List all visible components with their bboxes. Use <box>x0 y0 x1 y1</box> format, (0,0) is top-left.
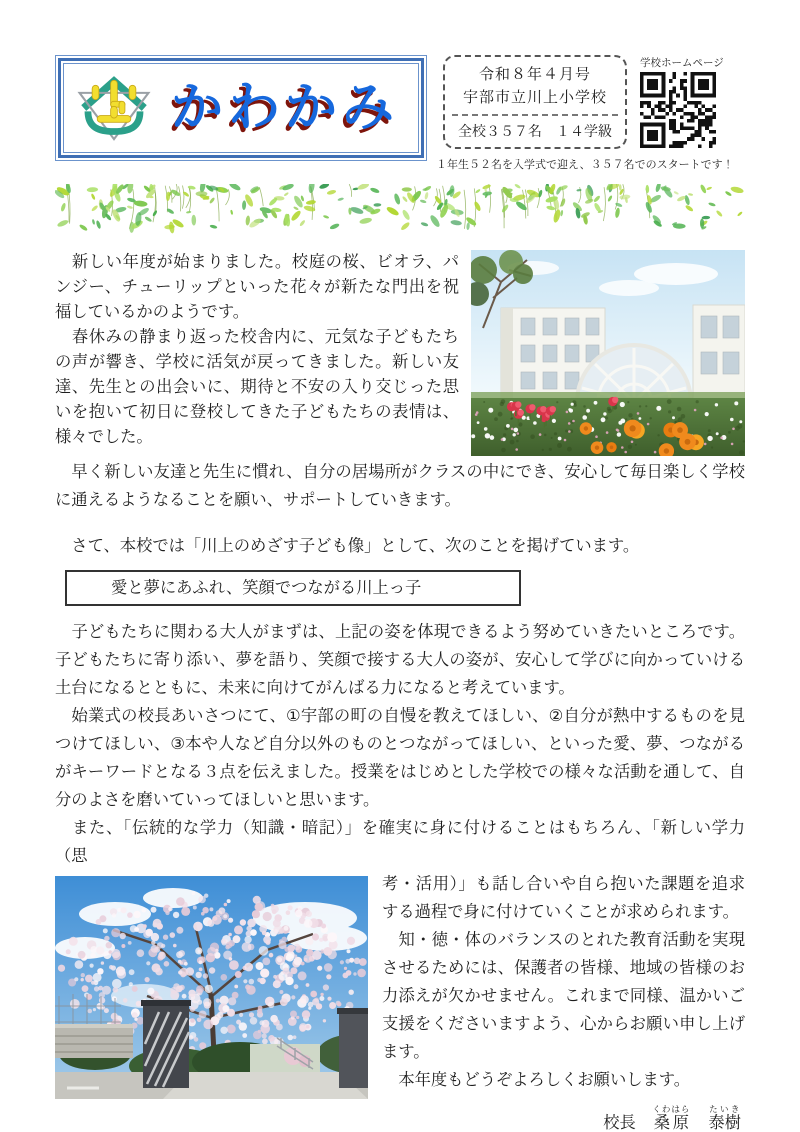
header <box>55 55 745 172</box>
page-content <box>55 55 745 1132</box>
cherry-blossom-photo <box>55 876 368 1099</box>
qr-code <box>640 72 716 148</box>
principal-given-name: 泰樹たいき <box>708 1104 741 1132</box>
header-right <box>436 55 745 172</box>
school-motto: 愛と夢にあふれ、笑顔でつながる川上っ子 <box>111 579 422 597</box>
paragraph-balance: 知・徳・体のバランスのとれた教育活動を実現させるためには、保護者の皆様、地域の皆様のお力添えが欠かせません。これまで同様、温かいご支援をくださいますよう、心からお願い申し上げます。 <box>382 931 745 1061</box>
signature <box>55 1104 745 1132</box>
principal-role: 校長 <box>603 1114 636 1132</box>
issue-label: 令和８年４月号 <box>478 66 591 83</box>
paragraph-academics-line1: また、「伝統的な学力（知識・暗記）」を確実に身に付けることはもちろん、「新しい学力（思 <box>55 819 745 865</box>
start-note: １年生５２名を入学式で迎え、３５７名でのスタートです！ <box>436 159 734 171</box>
newsletter-title: かわかみ <box>170 79 399 137</box>
masthead-frame <box>55 55 427 161</box>
paragraph-ceremony: 始業式の校長あいさつにて、①宇部の町の自慢を教えてほしい、②自分が熱中するものを見つけてほしい、③本や人など自分以外のものとつながってほしい、といった愛、夢、つながるがキーワードとなる３点を伝えました。授業をはじめとした学校での様々な活動を通して、自分のよさを磨いていってほしいと思います。 <box>55 707 745 809</box>
school-building-photo <box>471 250 745 456</box>
qr-block <box>640 55 724 148</box>
paragraph-intro: 新しい年度が始まりました。校庭の桜、ビオラ、パンジー、チューリップといった花々が新たな門出を祝福しているかのようです。 <box>55 253 459 321</box>
article <box>55 250 745 1132</box>
paragraph-spring: 春休みの静まり返った校舎内に、元気な子どもたちの声が響き、学校に活気が戻ってきました。新しい友達、先生との出会いに、期待と不安の入り交じった思いを抱いて初日に登校してきた子どもたちの表情は、様々でした。 <box>55 328 459 446</box>
paragraph-support: 早く新しい友達と先生に慣れ、自分の居場所がクラスの中にでき、安心して毎日楽しく学校に通えるようなることを願い、サポートしていきます。 <box>55 463 745 509</box>
lead-block <box>55 250 745 450</box>
school-emblem-icon <box>72 68 156 148</box>
leaf-border-decoration <box>55 184 745 238</box>
info-divider <box>452 114 618 116</box>
school-name: 宇部市立川上小学校 <box>462 88 607 106</box>
leaf-border-icon <box>55 184 745 238</box>
school-motto-box <box>65 570 521 606</box>
principal-family-name: 桑原くわはら <box>652 1104 691 1132</box>
qr-label: 学校ホームページ <box>640 57 724 69</box>
paragraph-academics-line2: 考・活用）」も話し合いや自ら抱いた課題を追求する過程で身に付けていくことが求められます。 <box>382 875 745 921</box>
paragraph-sate: さて、本校では「川上のめざす子ども像」として、次のことを掲げています。 <box>55 537 640 555</box>
paragraph-adults: 子どもたちに関わる大人がまずは、上記の姿を体現できるよう努めていきたいところです。子どもたちに寄り添い、夢を語り、笑顔で接する大人の姿が、安心して学びに向かっていける土台になるとともに、未来に向けてがんばる力になると考えています。 <box>55 623 745 697</box>
enrollment-label: 全校３５７名 １４学級 <box>458 123 612 139</box>
issue-info-box <box>443 55 627 149</box>
paragraph-closing: 本年度もどうぞよろしくお願いします。 <box>382 1071 691 1089</box>
